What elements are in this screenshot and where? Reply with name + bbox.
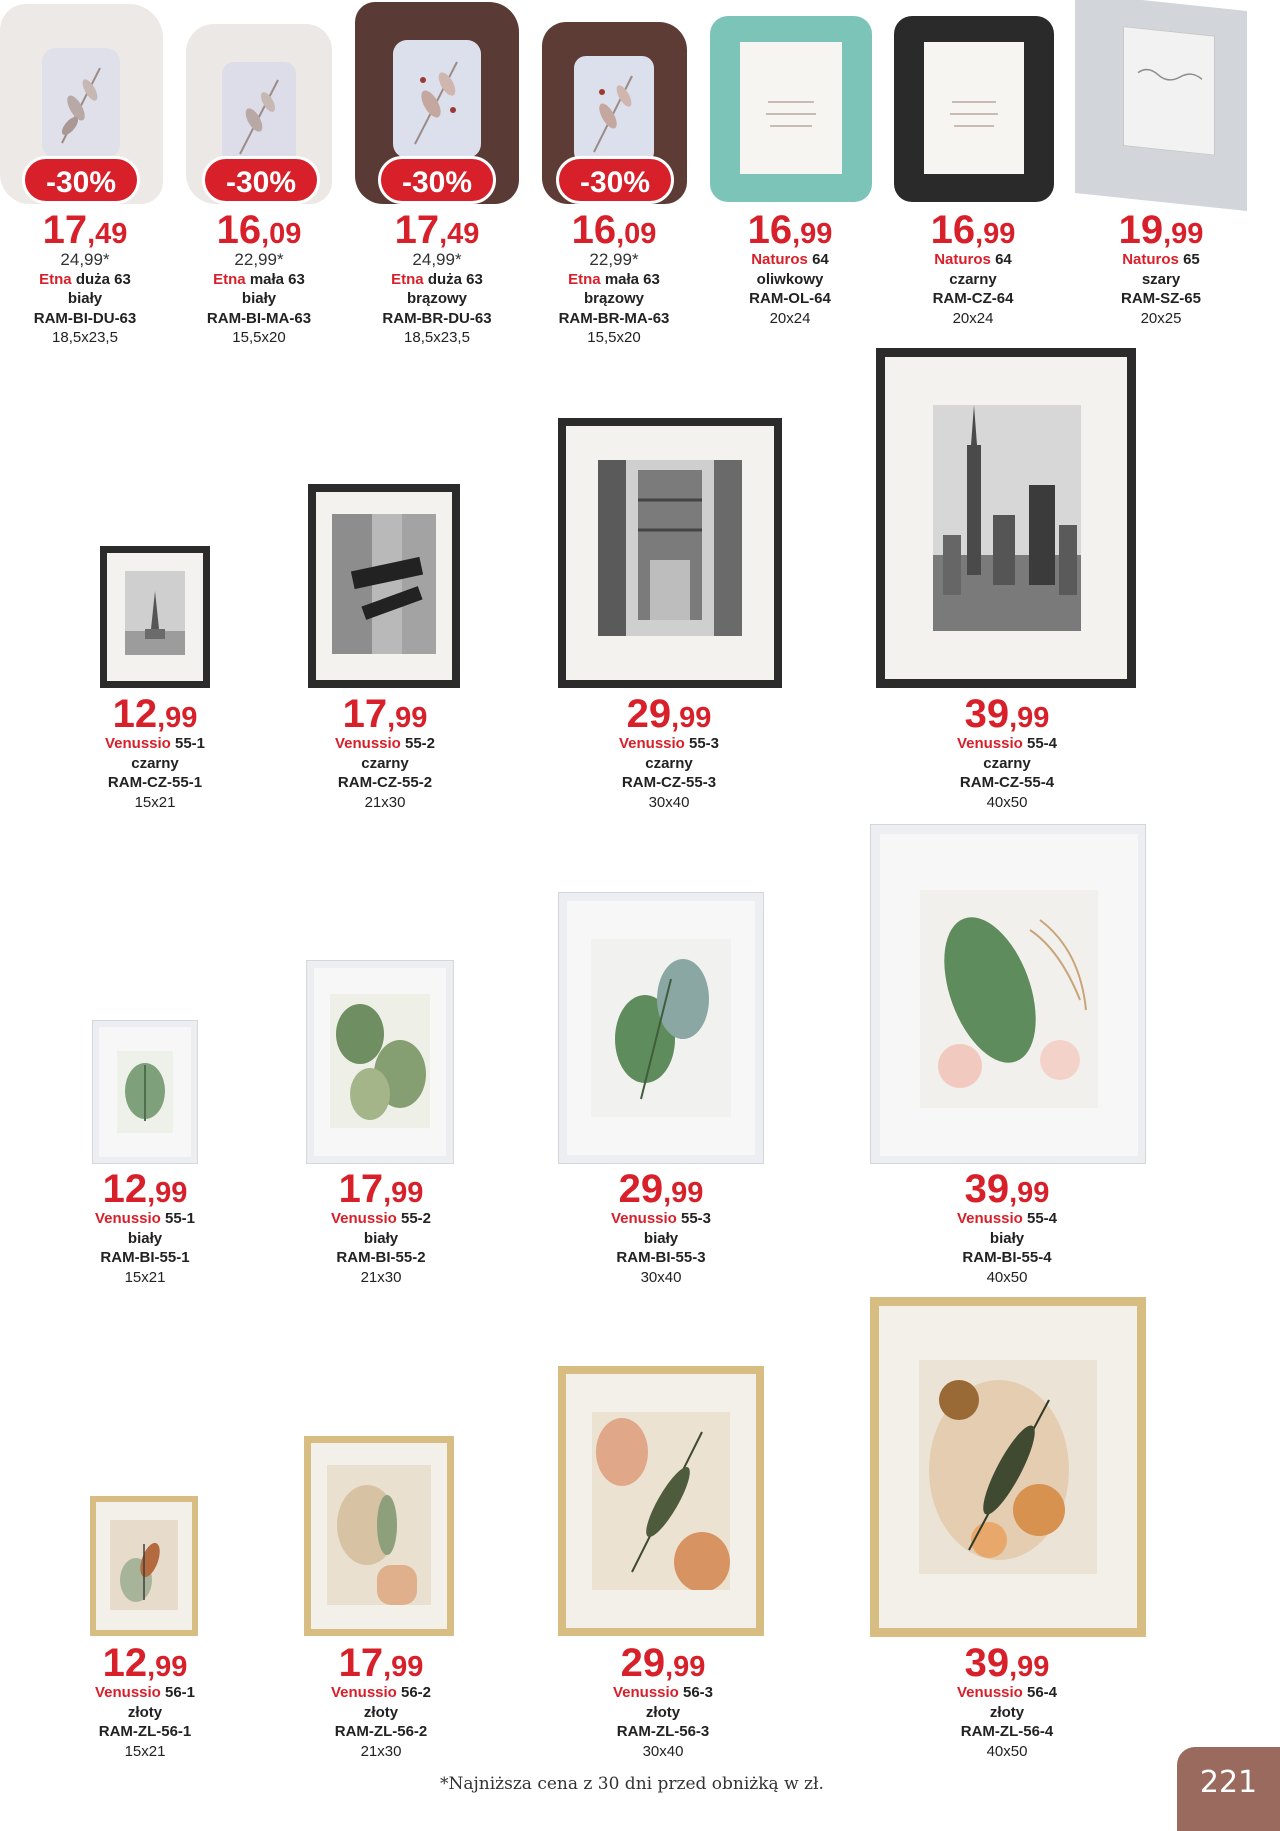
product-name: Naturos 64	[934, 251, 1012, 268]
product-name: Venussio 55-3	[618, 735, 720, 752]
product-image-venussio-55-2-black	[308, 484, 460, 688]
product-code: RAM-CZ-64	[932, 290, 1014, 307]
product-name: Venussio 55-4	[956, 1210, 1058, 1227]
product-color: oliwkowy	[756, 270, 824, 288]
product-color: czarny	[949, 270, 997, 288]
product-code: RAM-CZ-55-4	[959, 774, 1055, 791]
product-code: RAM-CZ-55-2	[337, 774, 433, 791]
price: 16,99	[930, 208, 1016, 252]
product-size: 15,5x20	[232, 329, 286, 346]
product-code: RAM-ZL-56-1	[98, 1723, 192, 1740]
product-code: RAM-CZ-55-3	[621, 774, 717, 791]
product-color: biały	[363, 1229, 399, 1247]
product-info	[1076, 210, 1246, 328]
discount-badge: -30%	[378, 156, 496, 204]
product-color: biały	[989, 1229, 1025, 1247]
product-code: RAM-BI-55-2	[336, 1249, 426, 1266]
price-footnote: *Najniższa cena z 30 dni przed obniżką w zł.	[440, 1774, 824, 1794]
product-size: 15,5x20	[587, 329, 641, 346]
product-size: 40x50	[986, 793, 1028, 811]
product-color: czarny	[983, 754, 1031, 772]
product-size: 21x30	[360, 1742, 402, 1760]
product-info	[70, 694, 240, 812]
old-price: 24,99*	[412, 250, 462, 269]
product-color: biały	[643, 1229, 679, 1247]
product-image-naturos-olive	[710, 16, 872, 202]
old-price: 22,99*	[589, 250, 639, 269]
product-size: 40x50	[986, 1742, 1028, 1760]
product-color: złoty	[127, 1703, 163, 1721]
product-code: RAM-ZL-56-4	[960, 1723, 1054, 1740]
product-image-venussio-56-3-gold	[558, 1366, 764, 1636]
price: 12,99	[112, 692, 198, 736]
price: 12,99	[102, 1167, 188, 1211]
product-image-venussio-55-3-white	[558, 892, 764, 1164]
product-name: Etna mała 63	[213, 270, 305, 288]
discount-badge: -30%	[202, 156, 320, 204]
product-image-venussio-56-2-gold	[304, 1436, 454, 1636]
product-info	[584, 694, 754, 812]
product-name: Venussio 55-1	[104, 735, 206, 752]
product-color: czarny	[361, 754, 409, 772]
product-info	[296, 1643, 466, 1761]
product-info	[922, 694, 1092, 812]
product-image-venussio-55-1-black	[100, 546, 210, 688]
product-image-naturos-grey	[1075, 0, 1247, 211]
product-code: RAM-OL-64	[749, 290, 831, 307]
product-info	[296, 1169, 466, 1287]
price: 29,99	[620, 1641, 706, 1685]
product-color: biały	[67, 290, 103, 307]
product-info	[60, 1643, 230, 1761]
product-size: 21x30	[360, 1268, 402, 1286]
product-image-naturos-black	[894, 16, 1054, 202]
product-code: RAM-BI-55-1	[100, 1249, 190, 1266]
product-info	[300, 694, 470, 812]
price: 29,99	[626, 692, 712, 736]
product-code: RAM-BR-MA-63	[558, 309, 670, 327]
price: 17,99	[342, 692, 428, 736]
product-code: RAM-BI-MA-63	[206, 309, 312, 327]
product-code: RAM-ZL-56-3	[616, 1723, 710, 1740]
product-code: RAM-BI-DU-63	[33, 309, 137, 327]
product-color: złoty	[645, 1703, 681, 1721]
product-name: Etna mała 63	[568, 270, 660, 288]
product-color: szary	[1141, 270, 1181, 288]
product-info	[705, 210, 875, 328]
price: 17,49	[394, 208, 480, 252]
product-info	[0, 210, 170, 348]
price: 16,09	[216, 208, 302, 252]
product-image-venussio-55-3-black	[558, 418, 782, 688]
price: 29,99	[618, 1167, 704, 1211]
product-info	[174, 210, 344, 348]
product-name: Venussio 56-3	[612, 1684, 714, 1701]
price: 39,99	[964, 1641, 1050, 1685]
old-price: 22,99*	[234, 250, 284, 269]
product-image-venussio-56-4-gold	[870, 1297, 1146, 1637]
product-image-venussio-56-1-gold	[90, 1496, 198, 1636]
product-color: biały	[127, 1229, 163, 1247]
product-size: 15x21	[124, 1268, 166, 1286]
product-size: 30x40	[642, 1742, 684, 1760]
product-size: 30x40	[640, 1268, 682, 1286]
product-size: 20x24	[769, 309, 811, 327]
discount-badge: -30%	[22, 156, 140, 204]
product-code: RAM-BR-DU-63	[382, 309, 492, 327]
price: 17,99	[338, 1641, 424, 1685]
price: 39,99	[964, 1167, 1050, 1211]
product-code: RAM-CZ-55-1	[107, 774, 203, 791]
product-code: RAM-BI-55-4	[962, 1249, 1052, 1266]
price: 39,99	[964, 692, 1050, 736]
product-info	[922, 1169, 1092, 1287]
product-name: Naturos 65	[1122, 251, 1200, 268]
old-price: 24,99*	[60, 250, 110, 269]
product-name: Venussio 55-3	[610, 1210, 712, 1227]
product-name: Venussio 55-2	[334, 735, 436, 752]
product-color: złoty	[989, 1703, 1025, 1721]
product-size: 15x21	[124, 1742, 166, 1760]
product-name: Venussio 56-4	[956, 1684, 1058, 1701]
product-code: RAM-BI-55-3	[616, 1249, 706, 1266]
product-size: 18,5x23,5	[404, 329, 470, 346]
product-image-venussio-55-4-white	[870, 824, 1146, 1164]
product-name: Venussio 55-4	[956, 735, 1058, 752]
product-code: RAM-SZ-65	[1120, 290, 1201, 307]
product-image-venussio-55-1-white	[92, 1020, 198, 1164]
product-name: Venussio 55-2	[330, 1210, 432, 1227]
product-size: 18,5x23,5	[52, 329, 118, 346]
product-color: biały	[241, 290, 277, 307]
product-info	[888, 210, 1058, 328]
product-info	[352, 210, 522, 348]
price: 12,99	[102, 1641, 188, 1685]
product-size: 30x40	[648, 793, 690, 811]
product-name: Venussio 56-2	[330, 1684, 432, 1701]
discount-badge: -30%	[556, 156, 674, 204]
product-info	[576, 1169, 746, 1287]
product-name: Venussio 55-1	[94, 1210, 196, 1227]
page-number: 221	[1177, 1747, 1280, 1831]
product-color: czarny	[645, 754, 693, 772]
product-info	[578, 1643, 748, 1761]
price: 16,09	[571, 208, 657, 252]
product-name: Etna duża 63	[39, 270, 131, 288]
price: 16,99	[747, 208, 833, 252]
product-color: brązowy	[406, 290, 467, 307]
price: 17,99	[338, 1167, 424, 1211]
product-size: 20x24	[952, 309, 994, 327]
product-info	[922, 1643, 1092, 1761]
product-color: czarny	[131, 754, 179, 772]
product-name: Etna duża 63	[391, 270, 483, 288]
product-code: RAM-ZL-56-2	[334, 1723, 428, 1740]
price: 19,99	[1118, 208, 1204, 252]
price: 17,49	[42, 208, 128, 252]
product-image-venussio-55-4-black	[876, 348, 1136, 688]
product-name: Naturos 64	[751, 251, 829, 268]
product-image-venussio-55-2-white	[306, 960, 454, 1164]
product-info	[529, 210, 699, 348]
product-info	[60, 1169, 230, 1287]
product-size: 15x21	[134, 793, 176, 811]
product-size: 40x50	[986, 1268, 1028, 1286]
product-size: 21x30	[364, 793, 406, 811]
product-color: brązowy	[583, 290, 644, 307]
product-size: 20x25	[1140, 309, 1182, 327]
product-name: Venussio 56-1	[94, 1684, 196, 1701]
product-color: złoty	[363, 1703, 399, 1721]
